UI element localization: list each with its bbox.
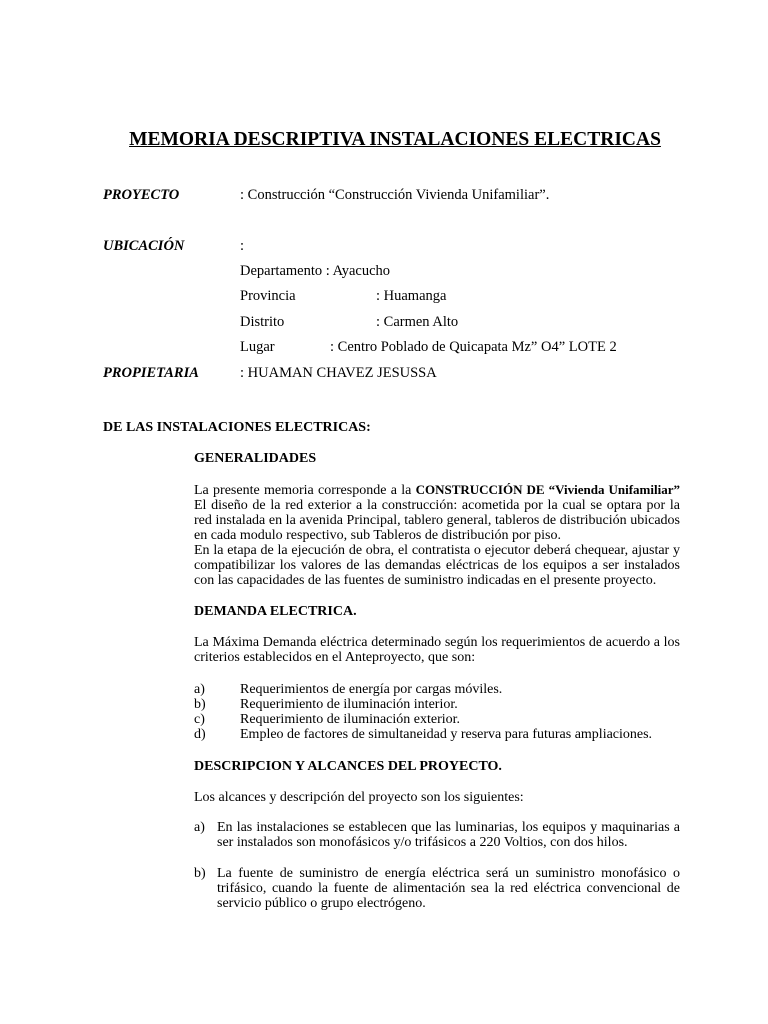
proyecto-label: PROYECTO [103,187,180,203]
generalidades-heading: GENERALIDADES [194,451,317,466]
descripcion-intro: Los alcances y descripción del proyecto son los siguientes: [194,790,524,805]
section-heading: DE LAS INSTALACIONES ELECTRICAS: [103,420,371,435]
lugar-value: : Centro Poblado de Quicapata Mz” O4” LOTE 2 [330,339,617,355]
proyecto-value: : Construcción “Construcción Vivienda Unifamiliar”. [240,187,550,203]
list-text: En las instalaciones se establecen que las luminarias, los equipos y maquinarias a ser instalados son monofásicos y/o trifásicos a 220 Voltios, con dos hilos. [217,820,680,850]
generalidades-p1-start: La presente memoria corresponde a la [194,483,416,498]
ubicacion-label: UBICACIÓN [103,238,185,254]
generalidades-p1-rest: El diseño de la red exterior a la construcción: acometida por la cual se optara por la red instalada en la avenida Principal, tablero general, tableros de distribución ubicados en cada modulo respectivo, sub Tableros de distribución por piso. [194,498,680,543]
list-marker: c) [194,712,205,727]
list-marker: d) [194,727,206,742]
demanda-intro: La Máxima Demanda eléctrica determinado según los requerimientos de acuerdo a los criterios establecidos en el Anteproyecto, que son: [194,635,680,665]
list-text: Empleo de factores de simultaneidad y reserva para futuras ampliaciones. [240,727,653,742]
generalidades-p1-bold: CONSTRUCCIÓN DE “Vivienda Unifamiliar” [415,482,680,497]
generalidades-paragraph [194,482,680,543]
list-marker: a) [194,682,205,697]
propietaria-label: PROPIETARIA [103,365,199,381]
list-marker: b) [194,866,206,881]
generalidades-paragraph-2: En la etapa de la ejecución de obra, el contratista o ejecutor deberá chequear, ajustar y compatibilizar los valores de las demandas eléctricas de los equipos a ser instalados con las capacidades de las fuentes de suministro indicadas en el presente proyecto. [194,543,680,588]
list-text: Requerimiento de iluminación exterior. [240,712,461,727]
demanda-heading: DEMANDA ELECTRICA. [194,604,357,619]
propietaria-value: : HUAMAN CHAVEZ JESUSSA [240,365,437,381]
distrito-label: Distrito [240,314,285,330]
departamento-line: Departamento : Ayacucho [240,263,391,279]
ubicacion-colon: : [240,238,245,254]
list-text: Requerimientos de energía por cargas móviles. [240,682,503,697]
list-marker: a) [194,820,205,835]
provincia-label: Provincia [240,288,296,304]
descripcion-heading: DESCRIPCION Y ALCANCES DEL PROYECTO. [194,759,502,774]
lugar-label: Lugar [240,339,275,355]
distrito-value: : Carmen Alto [376,314,459,330]
provincia-value: : Huamanga [376,288,447,304]
list-text: La fuente de suministro de energía eléctrica será un suministro monofásico o trifásico, cuando la fuente de alimentación sea la red eléctrica convencional de servicio público o grupo electrógeno. [217,866,680,911]
list-marker: b) [194,697,206,712]
list-text: Requerimiento de iluminación interior. [240,697,458,712]
document-title: MEMORIA DESCRIPTIVA INSTALACIONES ELECTRICAS [129,129,661,150]
